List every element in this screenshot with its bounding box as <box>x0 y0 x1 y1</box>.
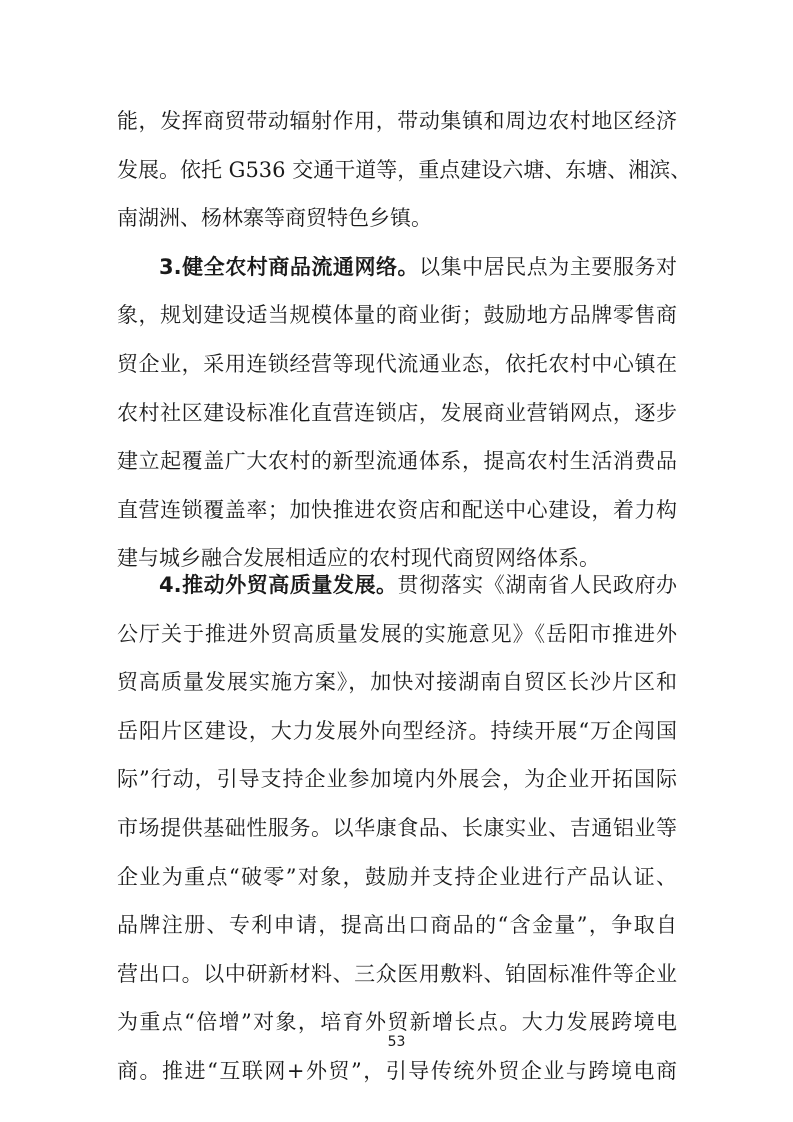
text-line: 公厅关于推进外贸高质量发展的实施意见》《岳阳市推进外 <box>117 621 677 646</box>
text-line: 建立起覆盖广大农村的新型流通体系，提高农村生活消费品 <box>117 449 677 474</box>
section-heading: 3.健全农村商品流通网络。 <box>159 254 420 279</box>
text-line: 发展。依托 G536 交通干道等，重点建设六塘、东塘、湘滨、 <box>117 157 692 182</box>
page-number: 53 <box>387 1034 406 1050</box>
text-line: 南湖洲、杨林寨等商贸特色乡镇。 <box>117 206 432 231</box>
section-first-line <box>159 245 677 289</box>
text-line: 岳阳片区建设，大力发展外向型经济。持续开展“万企闯国 <box>117 718 677 743</box>
text-line: 市场提供基础性服务。以华康食品、长康实业、吉通铝业等 <box>117 816 677 840</box>
section-first-line-text: 贯彻落实《湖南省人民政府办 <box>397 573 678 597</box>
text-line: 企业为重点“破零”对象，鼓励并支持企业进行产品认证、 <box>117 864 677 889</box>
text-line: 农村社区建设标准化直营连锁店，发展商业营销网点，逐步 <box>117 400 677 425</box>
text-line: 营出口。以中研新材料、三众医用敷料、铂固标准件等企业 <box>117 961 677 986</box>
section-heading: 4.推动外贸高质量发展。 <box>159 573 398 597</box>
text-line: 能，发挥商贸带动辐射作用，带动集镇和周边农村地区经济 <box>117 109 677 133</box>
section-first-line <box>159 563 677 607</box>
text-line: 为重点“倍增”对象，培育外贸新增长点。大力发展跨境电 <box>117 1010 677 1035</box>
text-line: 贸高质量发展实施方案》，加快对接湖南自贸区长沙片区和 <box>117 670 677 695</box>
text-line: 际”行动，引导支持企业参加境内外展会，为企业开拓国际 <box>117 767 677 792</box>
text-line: 贸企业，采用连锁经营等现代流通业态，依托农村中心镇在 <box>117 352 677 376</box>
text-line: 品牌注册、专利申请，提高出口商品的“含金量”，争取自 <box>117 913 677 938</box>
text-line: 建与城乡融合发展相适应的农村现代商贸网络体系。 <box>117 546 600 571</box>
section-first-line-text: 以集中居民点为主要服务对 <box>419 254 677 279</box>
text-line: 象，规划建设适当规模体量的商业街；鼓励地方品牌零售商 <box>117 303 677 328</box>
text-line: 商。推进“互联网+外贸”，引导传统外贸企业与跨境电商 <box>117 1059 677 1083</box>
text-line: 直营连锁覆盖率；加快推进农资店和配送中心建设，着力构 <box>117 497 677 522</box>
